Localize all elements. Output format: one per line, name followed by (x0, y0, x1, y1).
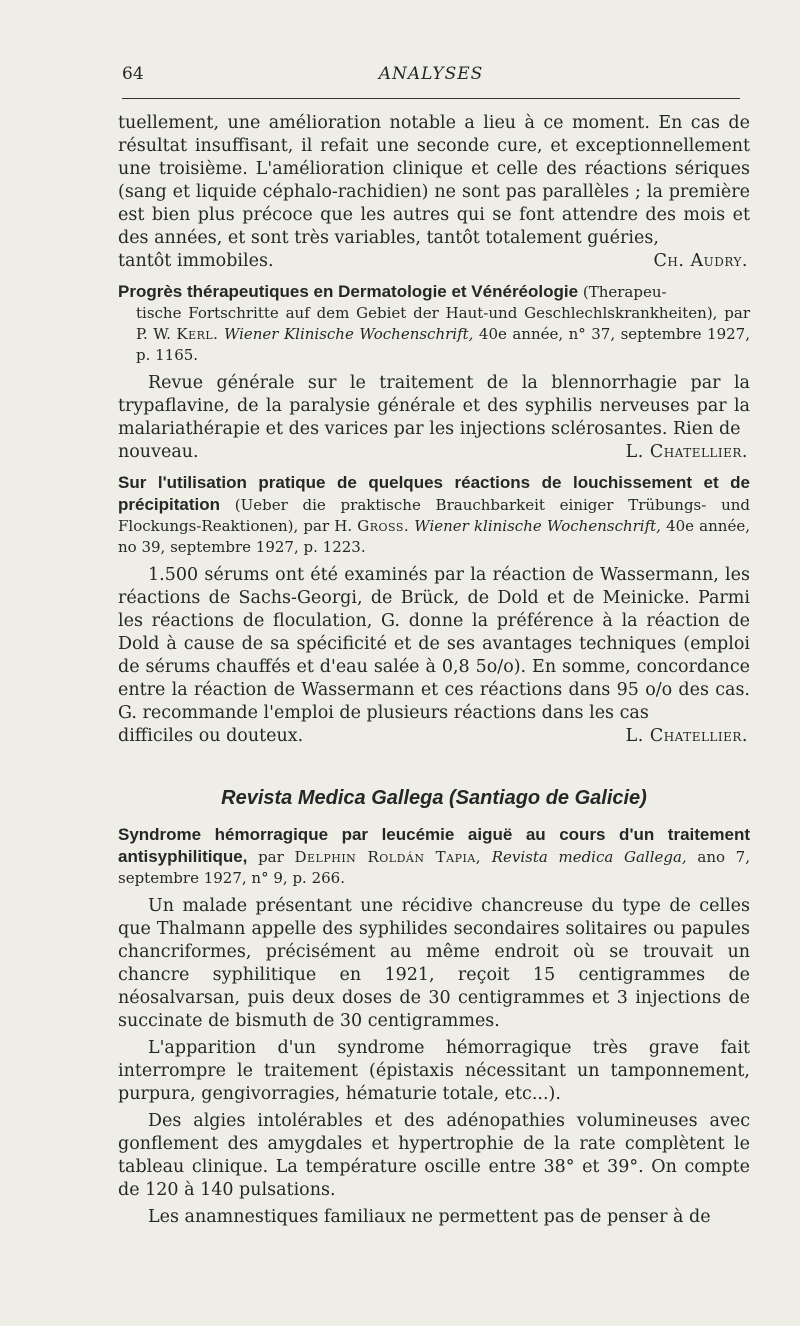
entry-3-paragraph: Un malade présentant une récidive chancreuse du type de celles que Thalmann appelle des syphilides secondaires solitaires ou papules chancriformes, précisément au même endroit où se trouvait un chancre syphilitique en 1921, reçoit 15 centigrammes de néosalvarsan, puis deux doses de 30 centigrammes et 3 injections de succinate de bismuth de 30 centigrammes. (118, 896, 750, 1031)
review-entry-3 (118, 824, 750, 1229)
entry-3-paragraph: Des algies intolérables et des adénopathies volumineuses avec gonflement des amygdales et hypertrophie de la rate complètent le tableau clinique. La température oscille entre 38° et 39°. On compte de 120 à 140 pulsations. (118, 1111, 750, 1200)
entry-2-author: Gross. (357, 517, 410, 535)
entry-1-closing-line (118, 441, 750, 464)
entry-1-body: Revue générale sur le traitement de la blennorrhagie par la trypaflavine, de la paralysie générale et des syphilis nerveuses par la malariathérapie et des varices par les injections sclérosantes. Rien de (118, 373, 750, 439)
continuation-paragraph: tuellement, une amélioration notable a lieu à ce moment. En cas de résultat insuffisant, il refait une seconde cure, et exceptionnellement une troisième. L'amélioration clinique et celle des réactions sériques (sang et liquide céphalo-rachidien) ne sont pas parallèles ; la première est bien plus précoce que les autres qui se font attendre des mois et des années, et sont très variables, tantôt totalement guéries, (118, 113, 750, 248)
page-number: 64 (122, 64, 144, 84)
continuation-closing-line (118, 250, 750, 273)
page-body (118, 112, 750, 1229)
entry-1-title: Progrès thérapeutiques en Dermatologie et Vénéréologie (118, 282, 579, 301)
review-entry-1 (118, 281, 750, 464)
closing-text: tantôt immobiles. (118, 251, 274, 271)
entry-3-author: Delphin Roldán Tapia, (294, 848, 482, 866)
entry-1-issue: 40e année, n° 37, septembre 1927, p. 1165. (136, 325, 750, 364)
entry-3-paragraph: Les anamnestiques familiaux ne permettent pas de penser à de (148, 1207, 711, 1227)
entry-1-original-title: tische Fortschritte auf dem Gebiet der Haut-und Geschlechlskrankheiten), par P. W. (136, 304, 750, 343)
review-entry-2 (118, 472, 750, 748)
entry-3-journal: Revista medica Gallega, (491, 848, 687, 866)
running-head: ANALYSES (378, 64, 484, 84)
signature: L. Chatellier. (625, 726, 748, 746)
entry-3-paragraph: L'apparition d'un syndrome hémorragique très grave fait interrompre le traitement (épistaxis nécessitant un tamponnement, purpura, gengivorragies, hématurie totale, etc...). (118, 1038, 750, 1104)
entry-3-title: Syndrome hémorragique par leucémie aiguë au cours d'un traitement antisyphilitique, (118, 825, 750, 866)
signature: Ch. Audry. (653, 251, 748, 271)
section-title: Revista Medica Gallega (Santiago de Galicie) (221, 787, 647, 809)
page-header (122, 64, 740, 88)
entry-3-heading (118, 824, 750, 889)
closing-text: nouveau. (118, 442, 199, 462)
entry-2-heading (118, 472, 750, 558)
entry-2-body: 1.500 sérums ont été examinés par la réaction de Wassermann, les réactions de Sachs-Georgi, de Brück, de Dold et de Meinicke. Parmi les réactions de floculation, G. donne la préférence à la réaction de Dold à cause de sa spécificité et de ses avantages techniques (emploi de sérums chauffés et d'eau salée à 0,8 5o/o). En somme, concordance entre la réaction de Wassermann et ces réactions dans 95 o/o des cas. G. recommande l'emploi de plusieurs réactions dans les cas (118, 565, 750, 723)
entry-1-head-a: (Therapeu- (582, 283, 667, 301)
entry-1-journal: Wiener Klinische Wochenschrift, (223, 325, 474, 343)
header-rule (122, 98, 740, 99)
signature: L. Chatellier. (625, 442, 748, 462)
entry-3-issue: ano 7, septembre 1927, n° 9, p. 266. (118, 848, 750, 887)
entry-3-by: par (258, 848, 284, 866)
entry-1-heading (118, 281, 750, 366)
closing-text: difficiles ou douteux. (118, 726, 304, 746)
entry-2-issue: 40e année, no 39, septembre 1927, p. 1223. (118, 517, 750, 556)
entry-2-closing-line (118, 725, 750, 748)
entry-1-citation (118, 303, 750, 366)
entry-1-author: Kerl. (176, 325, 219, 343)
entry-2-title: Sur l'utilisation pratique de quelques réactions de louchissement et de précipitation (118, 473, 750, 514)
entry-2-journal: Wiener klinische Wochenschrift, (414, 517, 661, 535)
entry-2-original-title: (Ueber die praktische Brauchbarkeit einiger Trübungs- und Flockungs-Reaktionen), par H. (118, 496, 750, 535)
